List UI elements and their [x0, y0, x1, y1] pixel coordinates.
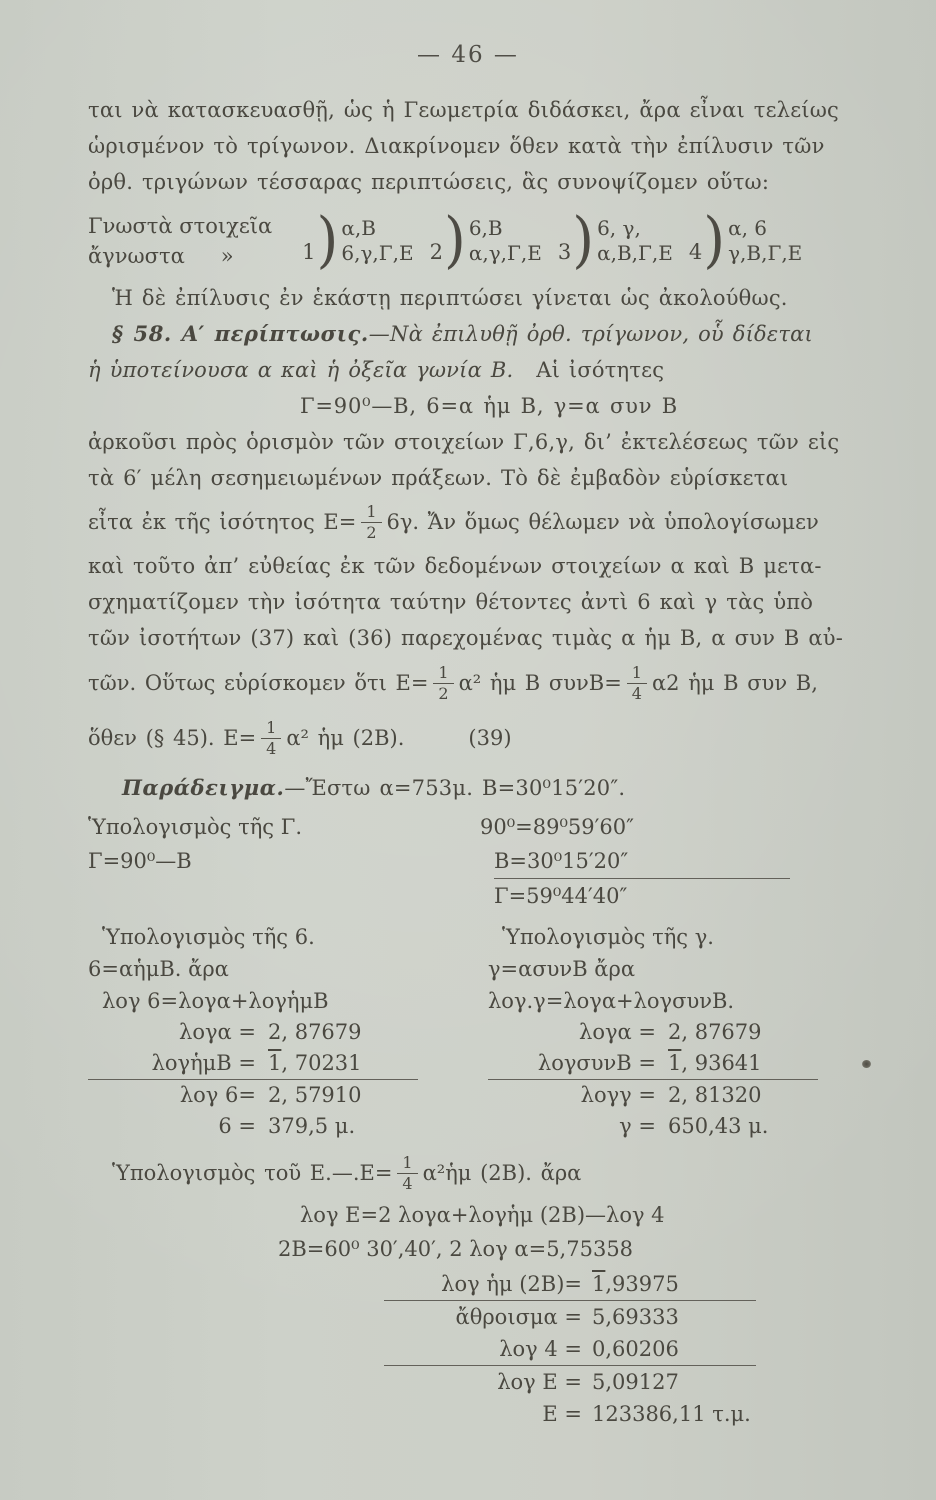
fraction-denominator: 2 — [366, 522, 377, 542]
fraction-denominator: 4 — [402, 1173, 413, 1193]
body-line-1: ἀρκοῦσι πρὸς ὁρισμὸν τῶν στοιχείων Γ,6,γ, δι’ ἐκτελέσεως τῶν εἰς — [88, 430, 840, 454]
side-b-column — [88, 921, 488, 1142]
case-paren-icon: ) — [443, 205, 466, 276]
log-label: λογἡμΒ = — [151, 1051, 256, 1075]
fraction-numerator: 1 — [397, 1155, 417, 1174]
sum-value — [582, 1301, 679, 1333]
fraction-numerator: 1 — [361, 504, 381, 523]
equation-number: (39) — [468, 726, 512, 750]
case-2 — [429, 205, 542, 276]
unknown-elements-label: ἄγνωστα — [88, 244, 185, 268]
section-heading-rest: —Νὰ ἐπιλυθῇ ὀρθ. τρίγωνον, οὗ δίδεται — [368, 322, 813, 346]
section-heading — [88, 316, 890, 352]
log-value — [582, 1268, 679, 1300]
result-label: Ε = — [542, 1402, 582, 1426]
body-line-3: καὶ τοῦτο ἀπ’ εὐθείας ἐκ τῶν δεδομένων στοιχείων α καὶ Β μετα- — [88, 554, 822, 578]
section-heading-number: § 58. Α′ περίπτωσις. — [112, 321, 369, 346]
case-2-known: 6,Β — [468, 216, 503, 240]
section-line-2-italic: ἡ ὑποτείνουσα α καὶ ἡ ὀξεῖα γωνία Β. — [88, 358, 514, 382]
log-label: λογσυνΒ = — [537, 1051, 656, 1075]
log-value-text: , 70231 — [281, 1051, 362, 1075]
result-label: γ = — [619, 1114, 656, 1138]
intro-line-3: ὀρθ. τριγώνων τέσσαρας περιπτώσεις, ἃς συνοψίζομεν οὕτω: — [88, 170, 770, 194]
body-line-2: τὰ 6′ μέλη σεσημειωμένων πράξεων. Τὸ δὲ ἐμβαδὸν εὑρίσκεται — [88, 466, 789, 490]
case-paren-icon: ) — [572, 205, 595, 276]
result-value — [256, 1111, 355, 1142]
fraction-denominator: 4 — [631, 683, 642, 703]
fraction-one-quarter — [627, 662, 647, 703]
log-label: λογα = — [179, 1020, 256, 1044]
cases-labels — [88, 211, 272, 271]
log-row — [384, 1366, 756, 1398]
log-row — [384, 1268, 756, 1301]
fraction-numerator: 1 — [627, 665, 647, 684]
area-log-table — [384, 1268, 890, 1430]
gamma-formula: Γ=90⁰—Β — [88, 849, 192, 873]
area-formula-post: 6γ. Ἄν ὅμως θέλωμεν νὰ ὑπολογίσωμεν — [386, 510, 819, 534]
case-4-number: 4 — [688, 240, 703, 264]
result-value-text: 123386,11 τ.μ. — [592, 1402, 751, 1426]
result-row — [88, 1111, 418, 1142]
sum-value-text: 5,69333 — [592, 1305, 679, 1329]
log-row — [488, 1048, 818, 1079]
gamma-calc-title: Ὑπολογισμὸς τῆς Γ. — [88, 815, 302, 839]
side-g-title: Ὑπολογισμὸς τῆς γ. — [502, 925, 714, 949]
hence-pre: ὅθεν (§ 45). Ε= — [88, 726, 257, 750]
case-4-elements — [728, 216, 802, 266]
case-paren-icon: ) — [316, 205, 339, 276]
area-calc-post: α²ἡμ (2Β). ἄρα — [422, 1161, 582, 1185]
log-row — [88, 1017, 418, 1048]
intro-line-1: ται νὰ κατασκευασθῇ, ὡς ἡ Γεωμετρία διδάσκει, ἄρα εἶναι τελείως — [88, 98, 839, 122]
cases-closing-line: Ἡ δὲ ἐπίλυσις ἐν ἑκάστῃ περιπτώσει γίνεται ὡς ἀκολούθως. — [112, 286, 788, 310]
section-line-2-rest: Αἱ ἰσότητες — [536, 358, 665, 382]
case-3-elements — [597, 216, 673, 266]
page-number: — 46 — — [417, 42, 519, 68]
log-value-text: 2, 57910 — [268, 1083, 362, 1107]
case-4-unknown: γ,Β,Γ,Ε — [728, 241, 803, 265]
hence-post: α² ἡμ (2Β). — [286, 726, 405, 750]
log-sum-row — [488, 1079, 818, 1111]
log-label: λογ Ε = — [497, 1370, 582, 1394]
side-g-formula: γ=ασυνΒ ἄρα — [488, 957, 636, 981]
hence-formula-line — [88, 710, 890, 766]
equations-line: Γ=90⁰—Β, 6=α ἡμ Β, γ=α συν Β — [300, 394, 678, 418]
log-value-text: 2, 87679 — [668, 1020, 762, 1044]
angle-sum-line-1: 90⁰=89⁰59′60″ — [480, 815, 634, 839]
sum-label: ἄθροισμα = — [455, 1305, 582, 1329]
intro-line-2: ὡρισμένον τὸ τρίγωνον. Διακρίνομεν ὅθεν κατὰ τὴν ἐπίλυσιν τῶν — [88, 134, 825, 158]
gamma-calculation-block — [88, 810, 890, 913]
gamma-right-column — [480, 810, 890, 913]
area-expansion-line — [88, 656, 890, 710]
case-1 — [302, 205, 414, 276]
log-value — [582, 1333, 679, 1365]
case-3-known: 6, γ, — [597, 216, 641, 240]
ditto-mark: » — [220, 244, 234, 268]
area-expansion-mid: α² ἡμ Β συνΒ= — [458, 671, 622, 695]
gamma-left-column — [88, 810, 480, 913]
side-g-column — [488, 921, 890, 1142]
area-formula-pre: εἶτα ἐκ τῆς ἰσότητος Ε= — [88, 510, 357, 534]
case-paren-icon: ) — [703, 205, 726, 276]
body-line-5: τῶν ἰσοτήτων (37) καὶ (36) παρεχομένας τιμὰς α ἡμ Β, α συν Β αὐ- — [88, 626, 844, 650]
log-value-text: 2, 81320 — [668, 1083, 762, 1107]
result-row — [488, 1111, 818, 1142]
page-content — [0, 92, 936, 1430]
log-row — [88, 1048, 418, 1079]
case-1-unknown: 6,γ,Γ,Ε — [341, 241, 414, 265]
example-heading-bold: Παράδειγμα. — [122, 775, 285, 800]
log-label: λογ 4 = — [499, 1337, 582, 1361]
case-1-number: 1 — [302, 240, 316, 264]
section-line-2 — [88, 352, 890, 388]
case-3-number: 3 — [557, 240, 572, 264]
case-2-elements — [469, 216, 542, 266]
area-calc-pre: Ὑπολογισμὸς τοῦ Ε.—.Ε= — [112, 1161, 393, 1185]
fraction-denominator: 4 — [266, 738, 277, 758]
side-b-title: Ὑπολογισμὸς τῆς 6. — [102, 925, 315, 949]
log-value — [656, 1048, 762, 1079]
case-4 — [688, 205, 803, 276]
log-value-text: 0,60206 — [592, 1337, 679, 1361]
fraction-one-quarter — [261, 717, 281, 758]
negative-characteristic: 1 — [268, 1051, 282, 1075]
known-elements-label: Γνωστὰ στοιχεῖα — [88, 214, 273, 238]
log-label: λογ 6= — [179, 1083, 256, 1107]
case-2-number: 2 — [429, 240, 443, 264]
case-1-elements — [341, 216, 413, 266]
two-b-values-line: 2Β=60⁰ 30′,40′, 2 λογ α=5,75358 — [278, 1237, 634, 1261]
side-g-log-formula: λογ.γ=λογα+λογσυνΒ. — [488, 989, 735, 1013]
cases-table — [88, 202, 890, 280]
final-result-row — [384, 1398, 756, 1430]
case-2-unknown: α,γ,Γ,Ε — [468, 241, 542, 265]
area-expansion-pre: τῶν. Οὕτως εὑρίσκομεν ὅτι Ε= — [88, 671, 429, 695]
log-value-text: ,93975 — [605, 1272, 679, 1296]
area-formula-line — [88, 496, 890, 548]
result-value-text: 650,43 μ. — [668, 1114, 769, 1138]
log-value — [582, 1366, 679, 1398]
result-label: 6 = — [218, 1114, 256, 1138]
side-calculations-block — [88, 921, 890, 1142]
negative-characteristic: 1 — [592, 1272, 606, 1296]
log-e-formula: λογ Ε=2 λογα+λογἡμ (2Β)—λογ 4 — [300, 1203, 665, 1227]
body-line-4: σχηματίζομεν τὴν ἰσότητα ταύτην θέτοντες ἀντὶ 6 καὶ γ τὰς ὑπὸ — [88, 590, 814, 614]
result-value-text: 379,5 μ. — [268, 1114, 356, 1138]
case-1-known: α,Β — [341, 216, 376, 240]
log-row — [384, 1333, 756, 1366]
log-sum-row — [88, 1079, 418, 1111]
side-b-log-formula: λογ 6=λογα+λογἡμΒ — [102, 989, 329, 1013]
fraction-one-half — [361, 501, 381, 542]
log-value — [256, 1017, 362, 1048]
log-value — [256, 1048, 362, 1079]
negative-characteristic: 1 — [668, 1051, 682, 1075]
fraction-one-half — [433, 662, 453, 703]
case-3 — [557, 205, 673, 276]
log-value — [256, 1080, 362, 1111]
result-value — [656, 1111, 768, 1142]
log-value-text: 5,09127 — [592, 1370, 679, 1394]
fraction-denominator: 2 — [438, 683, 449, 703]
log-row — [488, 1017, 818, 1048]
angle-sum-result: Γ=59⁰44′40″ — [494, 878, 790, 913]
log-value — [656, 1017, 762, 1048]
result-value — [582, 1398, 751, 1430]
unknown-elements-row — [88, 241, 272, 271]
example-heading — [88, 770, 890, 806]
log-label: λογ ἡμ (2Β)= — [441, 1272, 582, 1296]
log-label: λογγ = — [580, 1083, 656, 1107]
fraction-numerator: 1 — [433, 665, 453, 684]
fraction-numerator: 1 — [261, 720, 281, 739]
log-label: λογα = — [579, 1020, 656, 1044]
log-value — [656, 1080, 762, 1111]
example-heading-rest: —Ἔστω α=753μ. Β=30⁰15′20″. — [284, 776, 626, 800]
area-calculation-heading — [88, 1148, 890, 1198]
log-value-text: 2, 87679 — [268, 1020, 362, 1044]
case-3-unknown: α,Β,Γ,Ε — [597, 241, 673, 265]
angle-sum-line-2: Β=30⁰15′20″ — [494, 849, 629, 873]
side-b-formula: 6=αἡμΒ. ἄρα — [88, 957, 229, 981]
ink-speck — [862, 1060, 871, 1068]
log-value-text: , 93641 — [681, 1051, 762, 1075]
case-4-known: α, 6 — [728, 216, 768, 240]
fraction-one-quarter — [397, 1152, 417, 1193]
sum-row — [384, 1301, 756, 1333]
area-expansion-post: α2 ἡμ Β συν Β, — [651, 671, 818, 695]
